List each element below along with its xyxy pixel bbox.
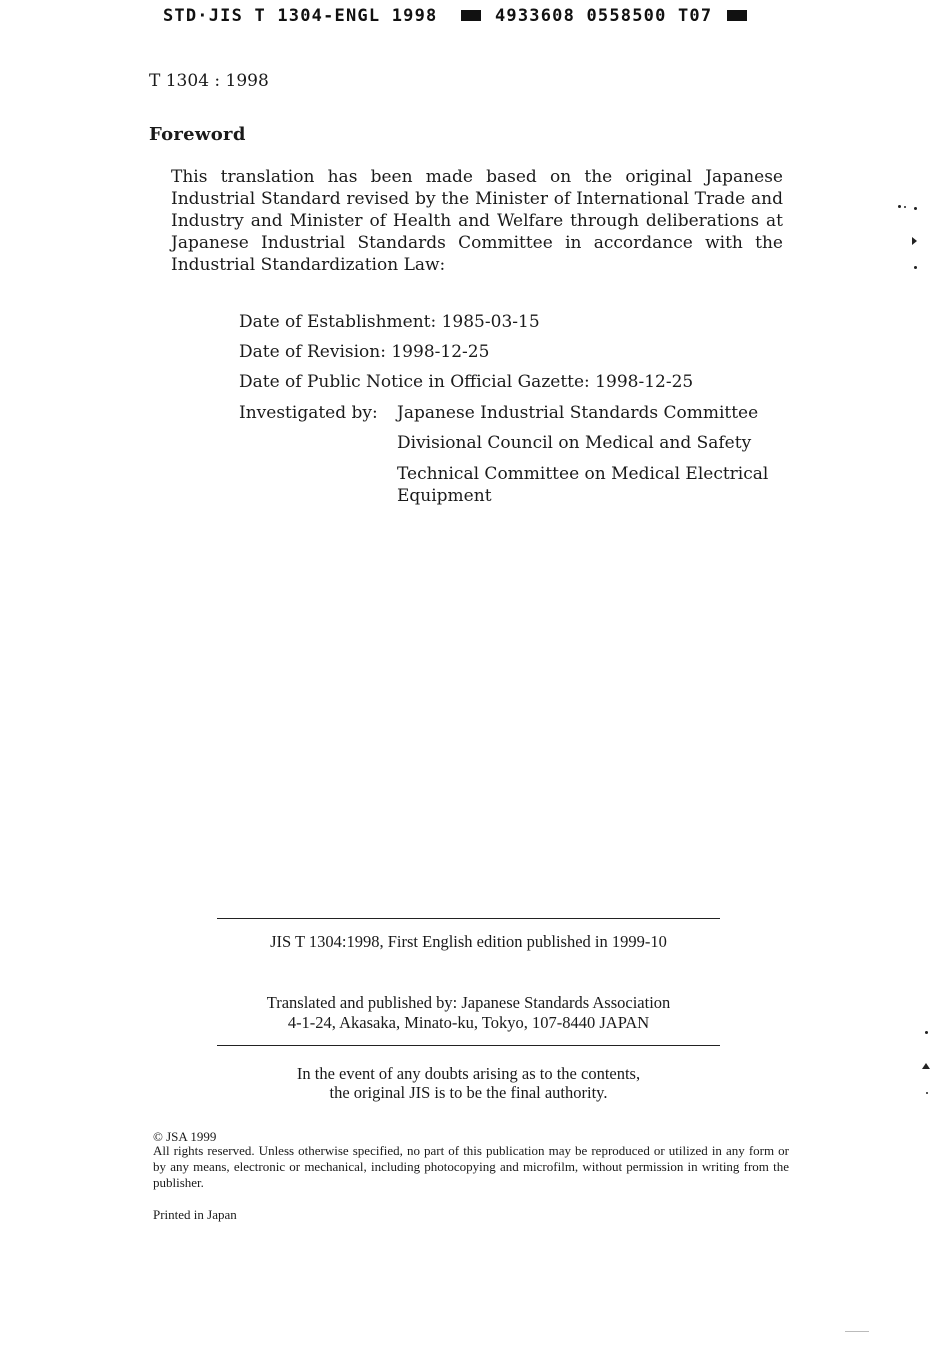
date-of-revision: Date of Revision: 1998-12-25 — [239, 342, 490, 362]
intro-paragraph: This translation has been made based on the original Japanese Industrial Standard revised by the Minister of International Trade and Industry and Minister of Health and Welfare through deliberations at Japanese Industrial Standards Committee in accordance with the Industrial Standardization Law: — [171, 167, 783, 275]
scan-arrow-mark — [912, 237, 917, 245]
authority-note-line1: In the event of any doubts arising as to the contents, — [296, 1064, 641, 1083]
printed-in: Printed in Japan — [153, 1207, 237, 1222]
divider-top — [217, 918, 720, 919]
divider-bottom — [217, 1045, 720, 1046]
authority-note-line2: the original JIS is to be the final authority. — [329, 1083, 608, 1102]
date-of-public-notice: Date of Public Notice in Official Gazette: 1998-12-25 — [239, 372, 694, 392]
document-number: T 1304 : 1998 — [149, 71, 269, 91]
publisher-address: 4-1-24, Akasaka, Minato-ku, Tokyo, 107-8440 JAPAN — [287, 1013, 650, 1032]
stamp-block-mark-end — [727, 10, 747, 21]
stamp-code: STD·JIS T 1304-ENGL 1998 — [163, 6, 438, 26]
section-title: Foreword — [149, 124, 246, 145]
investigator-council: Divisional Council on Medical and Safety — [397, 433, 752, 453]
edition-line: JIS T 1304:1998, First English edition published in 1999-10 — [270, 932, 667, 951]
investigator-committee: Japanese Industrial Standards Committee — [397, 403, 759, 423]
investigator-technical-committee: Technical Committee on Medical Electrical Equipment — [397, 464, 769, 506]
scan-speck — [925, 1031, 928, 1034]
date-of-establishment: Date of Establishment: 1985-03-15 — [239, 312, 540, 332]
scan-speck — [898, 205, 901, 208]
rights-statement: All rights reserved. Unless otherwise specified, no part of this publication may be reproduced or utilized in any form or by any means, electronic or mechanical, including photocopying and microfilm, without permission in writing from the publisher. — [153, 1143, 789, 1190]
translated-by-line: Translated and published by: Japanese Standards Association — [266, 993, 671, 1012]
stamp-block-mark — [461, 10, 481, 21]
stamp-number: 4933608 0558500 T07 — [495, 6, 713, 26]
investigated-by-label: Investigated by: — [239, 403, 378, 423]
scan-line-artifact — [845, 1331, 869, 1332]
copyright-notice: © JSA 1999 — [153, 1129, 217, 1144]
scan-speck — [914, 207, 917, 210]
scan-speck — [904, 206, 906, 208]
scan-speck — [926, 1092, 928, 1094]
scan-arrow-mark — [922, 1063, 930, 1069]
scan-speck — [914, 266, 917, 269]
